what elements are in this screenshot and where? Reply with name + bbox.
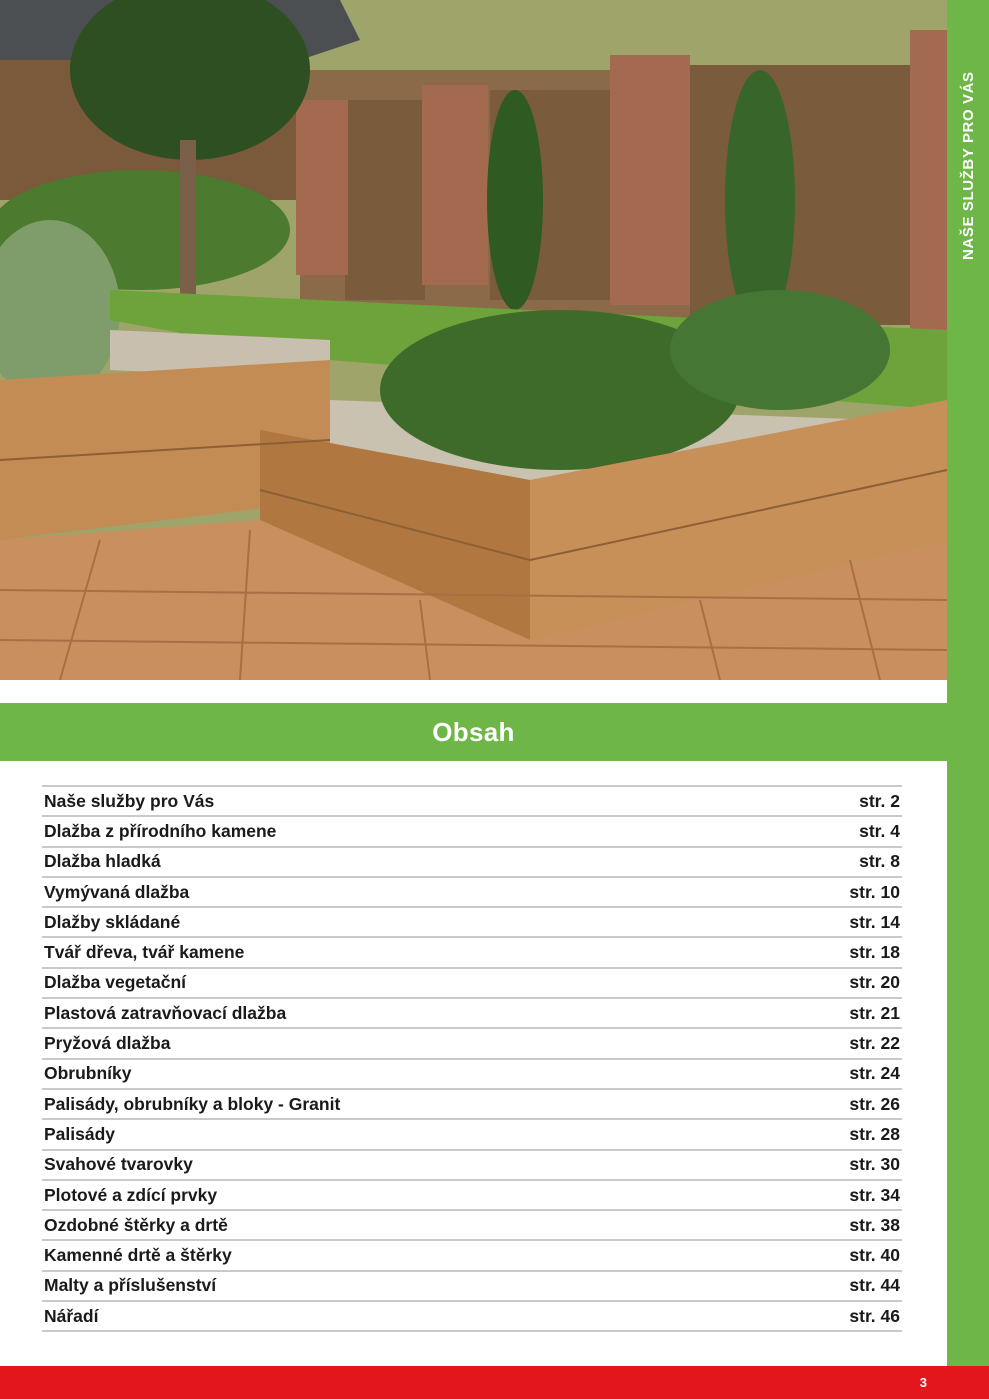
toc-item-title: Ozdobné štěrky a drtě (44, 1214, 228, 1235)
toc-row[interactable] (42, 848, 902, 878)
toc-row[interactable] (42, 1151, 902, 1181)
toc-item-page: str. 18 (849, 942, 900, 963)
garden-photo-icon (0, 0, 947, 680)
toc-item-title: Dlažba vegetační (44, 972, 186, 993)
toc-item-page: str. 4 (859, 820, 900, 841)
toc-item-title: Dlažby skládané (44, 911, 181, 932)
toc-row[interactable] (42, 1120, 902, 1150)
toc-item-title: Naše služby pro Vás (44, 790, 215, 811)
page-title: Obsah (432, 716, 515, 747)
toc-item-page: str. 2 (859, 790, 900, 811)
toc-row[interactable] (42, 787, 902, 817)
toc-item-page: str. 8 (859, 851, 900, 872)
toc-row[interactable] (42, 1181, 902, 1211)
toc-item-page: str. 21 (849, 1002, 900, 1023)
toc-item-title: Dlažba z přírodního kamene (44, 820, 277, 841)
table-of-contents (42, 785, 902, 1332)
toc-row[interactable] (42, 1029, 902, 1059)
toc-row[interactable] (42, 878, 902, 908)
toc-item-page: str. 46 (849, 1305, 900, 1326)
toc-item-title: Palisády, obrubníky a bloky - Granit (44, 1093, 341, 1114)
toc-row[interactable] (42, 1241, 902, 1271)
footer-bar (0, 1366, 989, 1399)
toc-item-page: str. 34 (849, 1184, 900, 1205)
toc-row[interactable] (42, 969, 902, 999)
toc-item-title: Plastová zatravňovací dlažba (44, 1002, 287, 1023)
toc-item-page: str. 26 (849, 1093, 900, 1114)
toc-item-title: Tvář dřeva, tvář kamene (44, 942, 245, 963)
toc-item-page: str. 10 (849, 881, 900, 902)
page-number: 3 (919, 1375, 927, 1390)
toc-row[interactable] (42, 938, 902, 968)
toc-item-page: str. 22 (849, 1033, 900, 1054)
toc-item-title: Pryžová dlažba (44, 1033, 171, 1054)
toc-item-title: Malty a příslušenství (44, 1275, 217, 1296)
toc-item-page: str. 44 (849, 1275, 900, 1296)
toc-item-page: str. 40 (849, 1245, 900, 1266)
contents-header (0, 703, 947, 761)
toc-item-title: Kamenné drtě a štěrky (44, 1245, 232, 1266)
garden-photo (0, 0, 947, 680)
toc-item-title: Dlažba hladká (44, 851, 161, 872)
toc-item-page: str. 28 (849, 1123, 900, 1144)
toc-row[interactable] (42, 999, 902, 1029)
toc-row[interactable] (42, 1302, 902, 1332)
toc-item-title: Obrubníky (44, 1063, 132, 1084)
toc-item-page: str. 24 (849, 1063, 900, 1084)
toc-item-page: str. 20 (849, 972, 900, 993)
toc-row[interactable] (42, 1060, 902, 1090)
toc-item-title: Nářadí (44, 1305, 99, 1326)
toc-item-title: Svahové tvarovky (44, 1154, 193, 1175)
toc-row[interactable] (42, 817, 902, 847)
toc-item-title: Vymývaná dlažba (44, 881, 190, 902)
toc-row[interactable] (42, 1272, 902, 1302)
side-tab-label: NAŠE SLUŽBY PRO VÁS (960, 71, 977, 260)
toc-row[interactable] (42, 908, 902, 938)
toc-row[interactable] (42, 1090, 902, 1120)
toc-row[interactable] (42, 1211, 902, 1241)
toc-item-title: Palisády (44, 1123, 116, 1144)
toc-item-title: Plotové a zdící prvky (44, 1184, 218, 1205)
toc-item-page: str. 38 (849, 1214, 900, 1235)
toc-item-page: str. 30 (849, 1154, 900, 1175)
toc-item-page: str. 14 (849, 911, 900, 932)
